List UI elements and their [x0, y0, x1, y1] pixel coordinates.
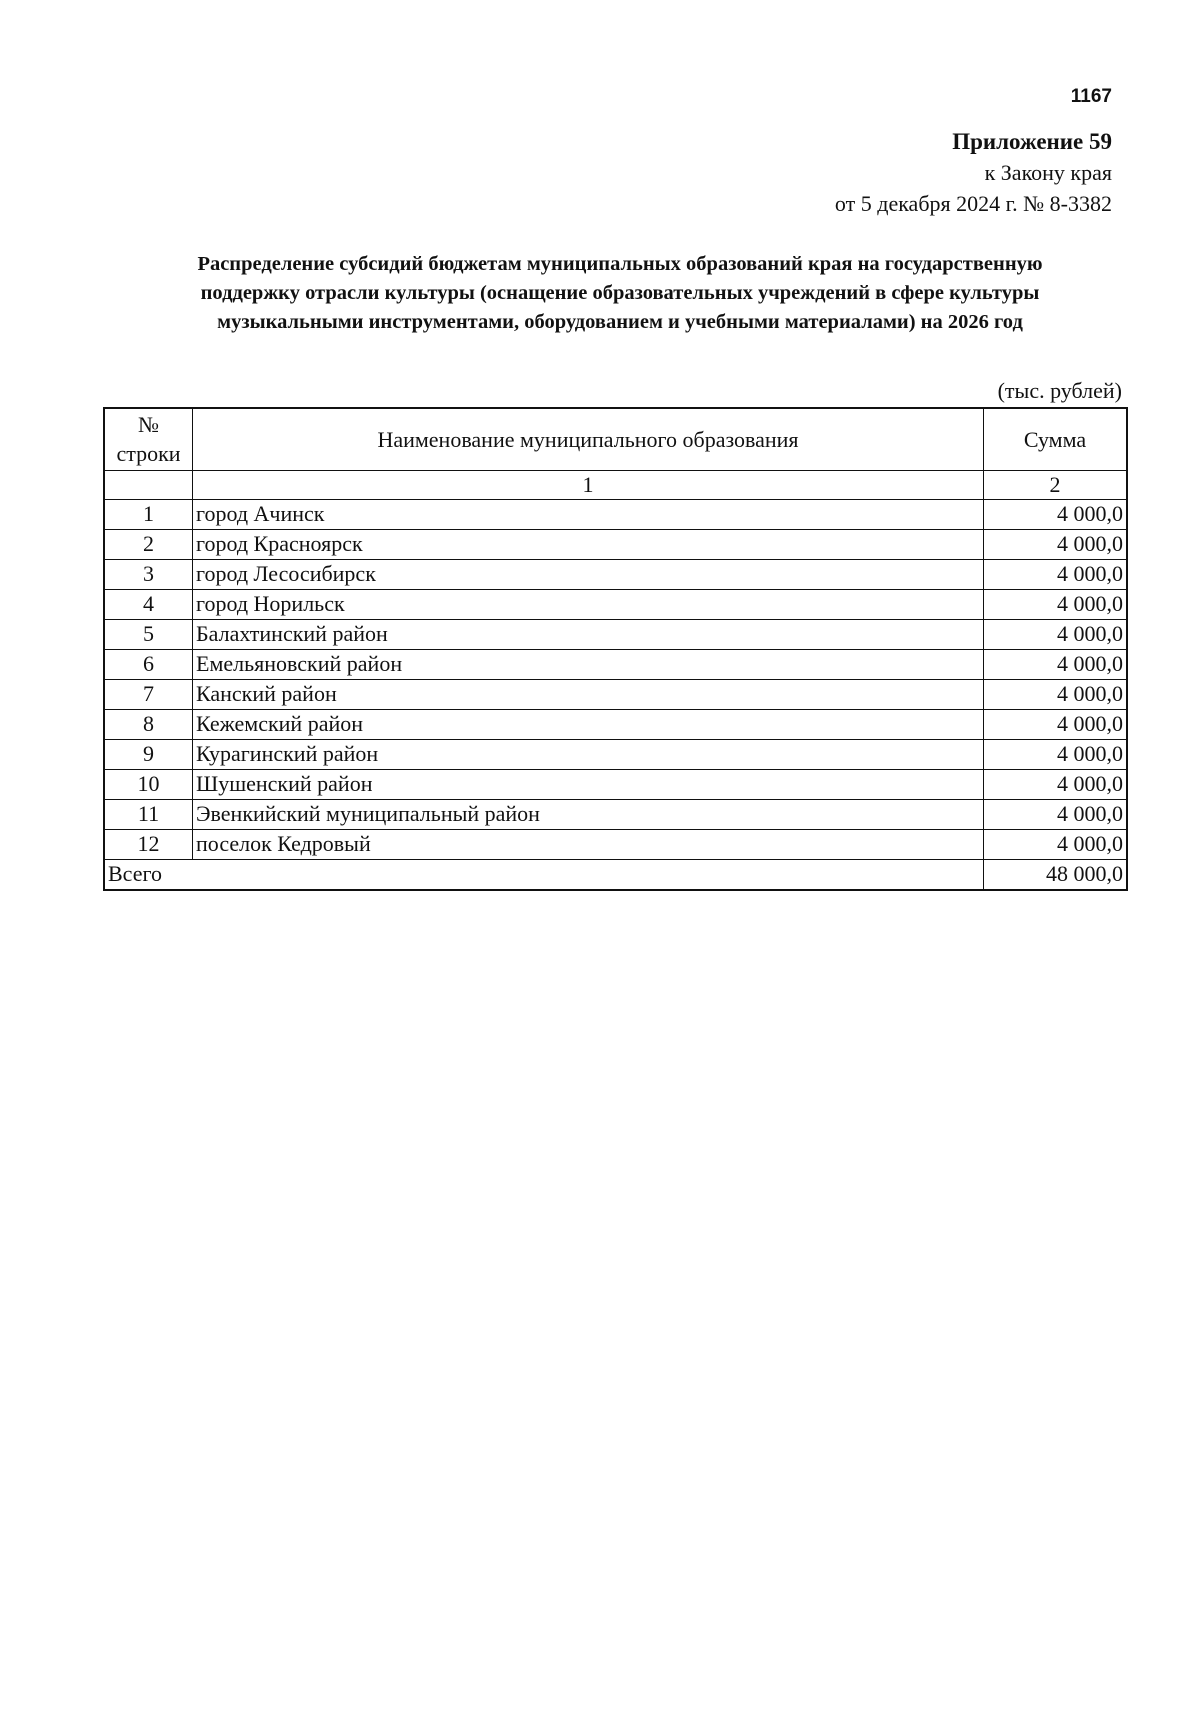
total-label: Всего: [104, 859, 984, 890]
sum-cell: 4 000,0: [984, 709, 1128, 739]
header-row-number: [104, 408, 193, 470]
total-sum: 48 000,0: [984, 859, 1128, 890]
row-number-cell: 8: [104, 709, 193, 739]
document-title-line: музыкальными инструментами, оборудованием и учебными материалами) на 2026 год: [217, 311, 1023, 333]
municipality-name-cell: Курагинский район: [193, 739, 984, 769]
municipality-name-cell: Шушенский район: [193, 769, 984, 799]
row-number-cell: 12: [104, 829, 193, 859]
municipality-name-cell: поселок Кедровый: [193, 829, 984, 859]
sum-cell: 4 000,0: [984, 529, 1128, 559]
index-cell-sum: 2: [984, 470, 1128, 499]
municipality-name-cell: Кежемский район: [193, 709, 984, 739]
sum-cell: 4 000,0: [984, 829, 1128, 859]
sum-cell: 4 000,0: [984, 559, 1128, 589]
table-row: [104, 529, 1127, 559]
index-cell-name: 1: [193, 470, 984, 499]
document-title: [120, 250, 1120, 337]
document-title-line: поддержку отрасли культуры (оснащение образовательных учреждений в сфере культуры: [200, 282, 1040, 304]
table-row: [104, 559, 1127, 589]
sum-cell: 4 000,0: [984, 799, 1128, 829]
appendix-block: [835, 126, 1112, 219]
row-number-cell: 7: [104, 679, 193, 709]
row-number-cell: 6: [104, 649, 193, 679]
row-number-cell: 11: [104, 799, 193, 829]
municipality-name-cell: Эвенкийский муниципальный район: [193, 799, 984, 829]
row-number-cell: 3: [104, 559, 193, 589]
sum-cell: 4 000,0: [984, 619, 1128, 649]
municipality-name-cell: город Ачинск: [193, 499, 984, 529]
table-row: [104, 499, 1127, 529]
appendix-law-ref: к Закону края: [984, 160, 1112, 185]
sum-cell: 4 000,0: [984, 769, 1128, 799]
municipality-name-cell: город Красноярск: [193, 529, 984, 559]
sum-cell: 4 000,0: [984, 589, 1128, 619]
row-number-cell: 4: [104, 589, 193, 619]
page-number: 1167: [1070, 86, 1112, 107]
header-num-symbol: №: [138, 412, 159, 438]
municipality-name-cell: Емельяновский район: [193, 649, 984, 679]
header-num-word: строки: [116, 441, 181, 467]
sum-cell: 4 000,0: [984, 679, 1128, 709]
table-row: [104, 769, 1127, 799]
appendix-title: Приложение 59: [952, 129, 1112, 154]
table-row: [104, 679, 1127, 709]
table-row: [104, 589, 1127, 619]
unit-label: (тыс. рублей): [997, 378, 1122, 403]
table-row: [104, 799, 1127, 829]
distribution-table: [103, 407, 1128, 891]
table-row: [104, 709, 1127, 739]
index-cell-empty: [104, 470, 193, 499]
municipality-name-cell: Канский район: [193, 679, 984, 709]
table-total-row: [104, 859, 1127, 890]
row-number-cell: 1: [104, 499, 193, 529]
table-row: [104, 619, 1127, 649]
row-number-cell: 9: [104, 739, 193, 769]
header-municipality-name: Наименование муниципального образования: [193, 408, 984, 470]
table-row: [104, 649, 1127, 679]
sum-cell: 4 000,0: [984, 649, 1128, 679]
document-title-line: Распределение субсидий бюджетам муниципальных образований края на государственную: [197, 253, 1043, 275]
appendix-law-date: от 5 декабря 2024 г. № 8-3382: [834, 191, 1112, 216]
municipality-name-cell: город Лесосибирск: [193, 559, 984, 589]
sum-cell: 4 000,0: [984, 499, 1128, 529]
row-number-cell: 5: [104, 619, 193, 649]
table-row: [104, 829, 1127, 859]
row-number-cell: 10: [104, 769, 193, 799]
municipality-name-cell: Балахтинский район: [193, 619, 984, 649]
sum-cell: 4 000,0: [984, 739, 1128, 769]
header-sum: Сумма: [984, 408, 1128, 470]
row-number-cell: 2: [104, 529, 193, 559]
table-index-row: [104, 470, 1127, 499]
table-header-row: [104, 408, 1127, 470]
municipality-name-cell: город Норильск: [193, 589, 984, 619]
table-row: [104, 739, 1127, 769]
